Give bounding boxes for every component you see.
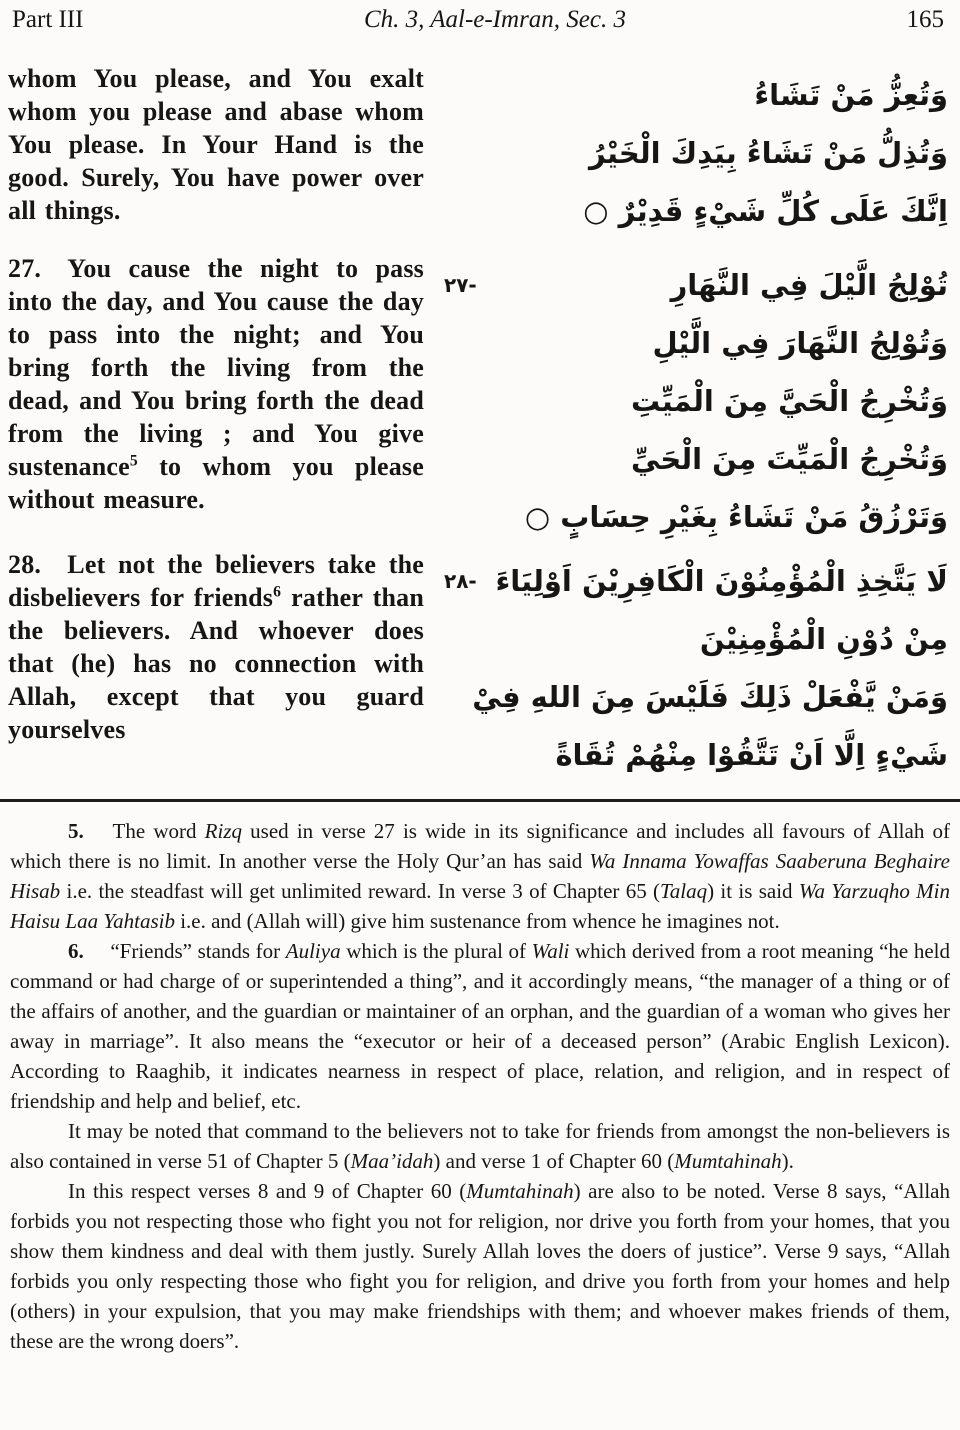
footnote-paragraph [10, 816, 950, 936]
arabic-line [442, 668, 948, 726]
footnote-paragraph [10, 936, 950, 1116]
arabic-line-text: وَتُخْرِجُ الْمَيِّتَ مِنَ الْحَيِّ [631, 442, 948, 476]
english-translation [8, 62, 424, 227]
arabic-line-text: وَتُذِلُّ مَنْ تَشَاءُ بِيَدِكَ الْخَيْرُ [588, 136, 948, 170]
arabic-line-text: اِنَّكَ عَلَى كُلِّ شَيْءٍ قَدِيْرٌ ○ [583, 194, 948, 228]
arabic-line [442, 256, 948, 314]
text-segment: 27. You cause the night to pass into the day, and You cause the day to pass into the night; and You bring forth the living from the dead, and You bring forth the dead from the living ; and You give sustenance [8, 254, 424, 481]
verse-block [8, 548, 948, 784]
text-segment: whom You please, and You exalt whom you please and abase whom You please. In Your Hand is the good. Surely, You have power over all things. [8, 64, 424, 225]
arabic-text-column [442, 62, 948, 240]
arabic-text-column [442, 548, 948, 784]
arabic-line [442, 66, 948, 124]
text-segment: ). [781, 1149, 794, 1173]
text-segment: which derived from a root meaning “he held command or had charge of or superintended a thing”, and it accordingly means, “the manager of a thing or of the affairs of another, and the guardian or maintainer of an orphan, and the guardian of a woman who gives her away in marriage”. It also means the “executor or heir of a deceased person” (Arabic English Lexicon). According to Raaghib, it indicates nearness in respect of place, relation, and religion, and in respect of friendship and help and belief, etc. [10, 939, 950, 1113]
text-segment: ) it is said [707, 879, 799, 903]
text-segment: i.e. the steadfast will get unlimited reward. In verse 3 of Chapter 65 ( [60, 879, 661, 903]
verse-number-marker: ٢٨- [444, 569, 477, 593]
text-segment: Rizq [204, 819, 243, 843]
arabic-line [442, 488, 948, 546]
arabic-line-text: وَمَنْ يَّفْعَلْ ذَلِكَ فَلَيْسَ مِنَ اللهِ فِيْ [472, 680, 948, 714]
arabic-line-text: مِنْ دُوْنِ الْمُؤْمِنِيْنَ [699, 622, 948, 656]
arabic-line-text: وَتَرْزُقُ مَنْ تَشَاءُ بِغَيْرِ حِسَابٍ ○ [524, 500, 948, 534]
text-segment: Wali [531, 939, 570, 963]
arabic-line [442, 124, 948, 182]
arabic-line-text: وَتُعِزُّ مَنْ تَشَاءُ [754, 78, 948, 112]
arabic-line-text: تُوْلِجُ الَّيْلَ فِي النَّهَارِ [670, 268, 948, 302]
text-segment: i.e. and (Allah will) give him sustenance from whence he imagines not. [174, 909, 780, 933]
text-segment: “Friends” stands for [83, 939, 286, 963]
text-segment: ) are also to be noted. Verse 8 says, “Allah forbids you not respecting those who fight you not for religion, nor drive you forth from your homes, that you show them kindness and deal with them justly. Surely Allah loves the doers of justice”. Verse 9 says, “Allah forbids you only respecting those who fight you for religion, and drive you forth from your homes and help (others) in your expulsion, that you may make friendships with them; and whoever makes friends of them, these are the wrong doers”. [10, 1179, 950, 1353]
english-translation [8, 548, 424, 746]
text-segment: It may be noted that command to the believers not to take for friends from amongst the non-believers is also contained in verse 51 of Chapter 5 ( [10, 1119, 950, 1173]
arabic-line-text: وَتُخْرِجُ الْحَيَّ مِنَ الْمَيِّتِ [631, 384, 948, 418]
text-segment: which is the plural of [340, 939, 532, 963]
arabic-line [442, 726, 948, 784]
text-segment: Talaq [660, 879, 708, 903]
text-segment: Wa Innama Yowaffas Saaberuna Beghaire Hisab [10, 849, 951, 903]
verse-block [8, 62, 948, 240]
text-segment: In this respect verses 8 and 9 of Chapter 60 ( [68, 1179, 467, 1203]
text-segment: rather than the believers. And whoever does that (he) has no connection with Allah, except that you guard yourselves [8, 583, 424, 744]
arabic-line [442, 372, 948, 430]
text-segment: to whom you please without measure. [8, 452, 424, 514]
text-segment: used in verse 27 is wide in its significance and includes all favours of Allah of which there is no limit. In another verse the Holy Qur’an has said [10, 819, 950, 873]
arabic-line-text: شَيْءٍ اِلَّا اَنْ تَتَّقُوْا مِنْهُمْ تُقَاةً [555, 738, 948, 772]
text-segment: Wa Yarzuqho Min Haisu Laa Yahtasib [10, 879, 950, 933]
text-segment: Maa’idah [350, 1149, 434, 1173]
verse-number-marker: ٢٧- [444, 273, 477, 297]
chapter-heading: Ch. 3, Aal-e-Imran, Sec. 3 [364, 6, 626, 33]
verse-block [8, 252, 948, 546]
page-number: 165 [906, 6, 944, 33]
arabic-line [442, 552, 948, 610]
text-segment: 5. [68, 819, 84, 843]
text-segment: 28. Let not the believers take the disbelievers for friends [8, 550, 424, 612]
footnote-separator [0, 799, 960, 802]
footnote-reference: 5 [129, 452, 138, 470]
footnote-paragraph [10, 1116, 950, 1176]
verses-section [8, 62, 948, 784]
arabic-line-text: وَتُوْلِجُ النَّهَارَ فِي الَّيْلِ [652, 326, 948, 360]
text-segment: Mumtahinah [674, 1149, 782, 1173]
text-segment: ) and verse 1 of Chapter 60 ( [433, 1149, 675, 1173]
arabic-line [442, 610, 948, 668]
arabic-text-column [442, 252, 948, 546]
page-header [12, 6, 944, 34]
arabic-line [442, 430, 948, 488]
text-segment: 6. [68, 939, 84, 963]
arabic-line [442, 314, 948, 372]
footnotes-section [10, 816, 950, 1356]
text-segment: Mumtahinah [466, 1179, 574, 1203]
text-segment: The word [83, 819, 205, 843]
footnote-reference: 6 [273, 583, 282, 601]
footnote-paragraph [10, 1176, 950, 1356]
text-segment: Auliya [285, 939, 341, 963]
arabic-line-text: لَا يَتَّخِذِ الْمُؤْمِنُوْنَ الْكَافِرِيْنَ اَوْلِيَاءَ [495, 564, 948, 598]
arabic-line [442, 182, 948, 240]
part-label: Part III [12, 6, 84, 33]
english-translation [8, 252, 424, 516]
